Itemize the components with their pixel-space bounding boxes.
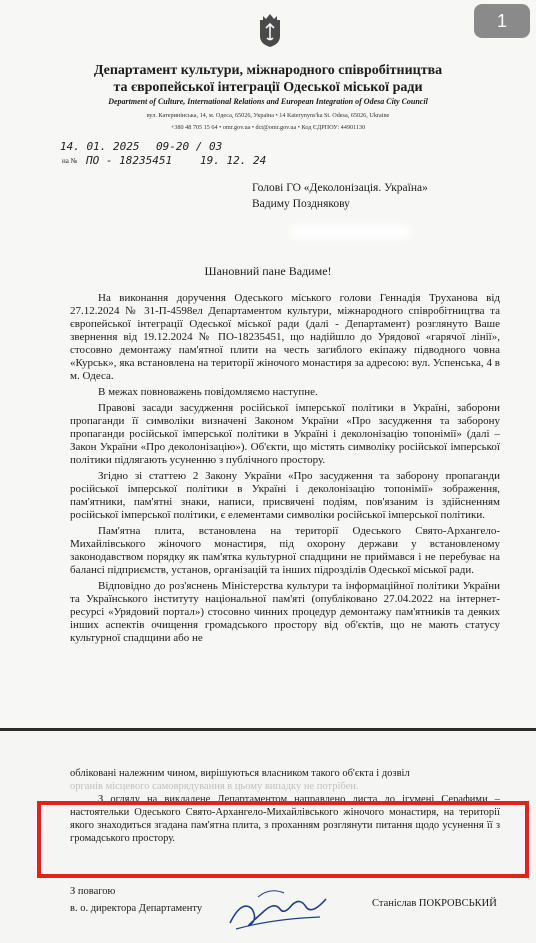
paragraph: В межах повноважень повідомляємо наступне. (98, 386, 318, 398)
department-contacts: +380 48 705 15 64 • omr.gov.ua • dct@omr.gov.ua • Код ЄДРПОУ: 44901130 (170, 124, 366, 131)
department-title (0, 62, 536, 96)
department-address: вул. Катеринінська, 14, м. Одеса, 65026, Україна • 14 Katerynyns'ka St. Odesa, 65026, Ukraine (146, 112, 390, 119)
paragraph: На виконання доручення Одеського міського голови Геннадія Труханова від 27.12.2024 № 31-П-4598ел Департаментом культури, міжнародного співробітництва та європейської інтеграції Одеської міської ради (далі - Департамент) розглянуто Ваше звернення від 19.12.2024 № ПО-18235451, що надійшло до Урядової «гарячої лінії», стосовно демонтажу пам'ятної плити на честь загиблого екіпажу підводного човна «Курськ», яка встановлена на території жіночого монастиря за адресою: вул. Успенська, 4 в м. Одеса. (70, 292, 500, 382)
continuation-line: обліковані належним чином, вирішуються власником такого об'єкта і дозвіл (70, 768, 410, 779)
odesa-coat-of-arms-icon (257, 12, 283, 48)
addressee-line-1: Голові ГО «Деколонізація. Україна» (252, 182, 428, 194)
signer-name: Станіслав ПОКРОВСЬКИЙ (372, 898, 497, 909)
closing-regards: З повагою (70, 886, 116, 897)
paragraph: Правові засади засудження російської імперської політики в Україні, заборони пропаганди її символіки визначені Законом України «Про засудження та заборону пропаганди російської імперської політики в Україні і деколонізацію топонімії» (далі – Закон України «Про деколонізацію»). Об'єкти, що містять символіку російської імперської політики підлягають усуненню з публічного простору. (70, 402, 500, 466)
title-line-2: та європейської інтеграції Одеської міської ради (113, 80, 423, 95)
department-title-en: Department of Culture, International Relations and European Integration of Odesa City Council (108, 97, 428, 106)
paragraph: Пам'ятна плита, встановлена на території Одеського Свято-Архангело-Михайлівського жіночого монастиря, під охорону держави у встановленому законодавством порядку як пам'ятка культурної спадщини не приймався і не перебуває на балансі підприємств, установ, організацій та інших підрозділів Одеської міської ради. (70, 525, 500, 576)
redaction-blur (290, 226, 410, 238)
letter-page-2 (0, 731, 536, 943)
reference-number: ПО - 18235451 (86, 154, 173, 167)
letter-body (70, 292, 500, 648)
handwritten-signature (222, 879, 332, 935)
title-line-1: Департамент культури, міжнародного співробітництва (93, 63, 443, 78)
red-highlight-box (37, 801, 529, 878)
addressee-block (252, 180, 428, 212)
paragraph: Відповідно до роз'яснень Міністерства культури та інформаційної політики України та Українського інституту національної пам'яті (опубліковано 27.04.2022 на інтернет-ресурсі «Урядовий портал») стосовно чинних процедур демонтажу пам'ятників та деяких інших аспектів очищення громадського простору від об'єктів, що не мають статусу культурної спадщини або не (70, 580, 500, 644)
salutation: Шановний пане Вадиме! (204, 264, 332, 278)
continuation-partial-line: органів місцевого самоврядування в цьому випадку не потрібен. (70, 781, 359, 792)
reference-prefix: на № (62, 157, 78, 165)
closing-block (70, 883, 202, 917)
closing-position: в. о. директора Департаменту (70, 903, 203, 914)
paragraph: Згідно зі статтею 2 Закону України «Про засудження та заборону пропаганди російської імперської політики в Україні і деколонізацію топонімії» зображення, пам'ятники, пам'ятні знаки, написи, присвячені подіям, пов'язаним із здійсненням російської імперської політики, є елементами символіки російської імперської політики. (70, 470, 500, 521)
outgoing-date: 14. 01. 2025 (60, 140, 140, 153)
reference-date: 19. 12. 24 (200, 154, 267, 167)
highlighted-paragraph: З огляду на викладене Департаментом направлено листа до ігумені Серафими – настоятельки Одеського Свято-Архангело-Михайлівського жіночого монастиря, на території якого знаходиться згадана пам'ятна плита, з проханням розглянути питання щодо усунення її з громадського простору. (70, 794, 500, 844)
outgoing-number: 09-20 / 03 (156, 140, 223, 153)
page-number-badge: 1 (474, 4, 530, 38)
addressee-line-2: Вадиму Позднякову (252, 198, 350, 210)
